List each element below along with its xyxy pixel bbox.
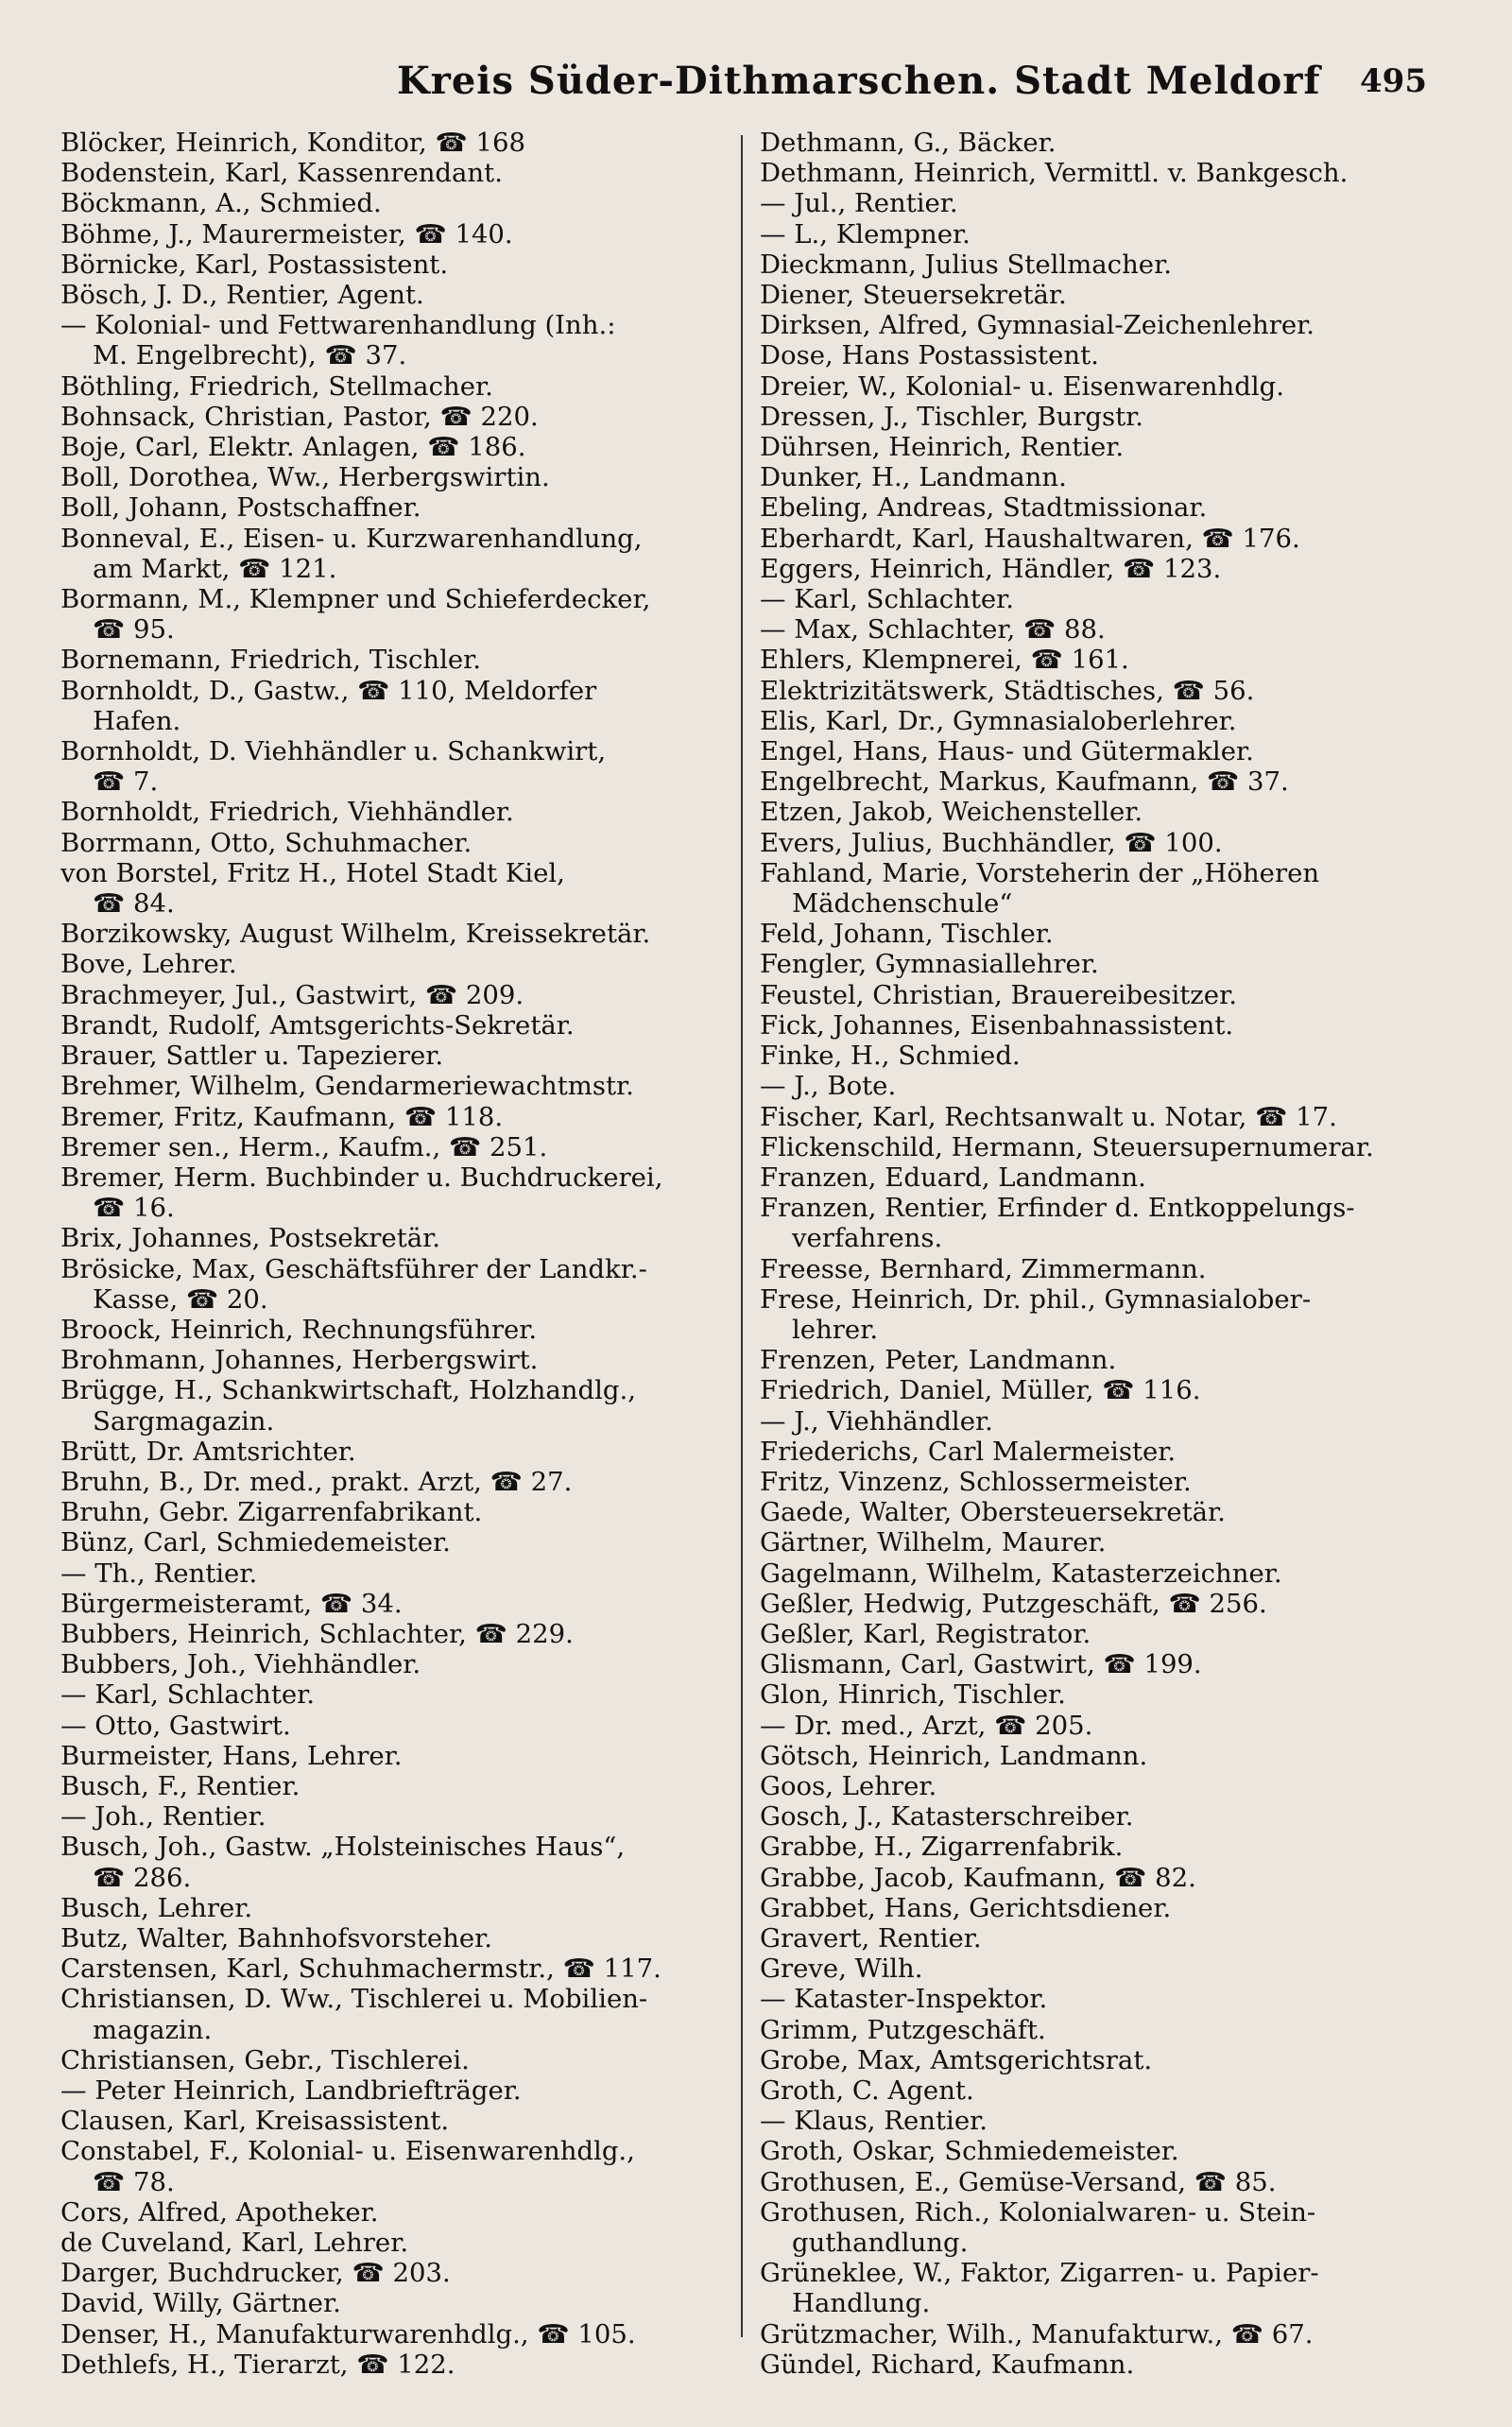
directory-entry: Bremer, Herm. Buchbinder u. Buchdruckerei, xyxy=(60,1162,663,1193)
directory-entry: Cors, Alfred, Apotheker. xyxy=(60,2196,379,2228)
directory-entry: Feustel, Christian, Brauereibesitzer. xyxy=(760,979,1237,1010)
directory-entry: Dose, Hans Postassistent. xyxy=(760,340,1099,371)
directory-entry: Gaede, Walter, Obersteuersekretär. xyxy=(760,1497,1226,1528)
directory-entry: Franzen, Rentier, Erfinder d. Entkoppelungs- xyxy=(760,1193,1355,1224)
directory-entry: Dührsen, Heinrich, Rentier. xyxy=(760,432,1125,463)
directory-entry: Frenzen, Peter, Landmann. xyxy=(760,1345,1117,1376)
directory-entry: Grabbe, H., Zigarrenfabrik. xyxy=(760,1832,1124,1863)
directory-entry: Franzen, Eduard, Landmann. xyxy=(760,1162,1146,1193)
directory-entry: Grothusen, E., Gemüse-Versand, ☎ 85. xyxy=(760,2166,1277,2197)
directory-entry-continuation: ☎ 95. xyxy=(93,614,175,645)
directory-entry: Busch, Lehrer. xyxy=(60,1892,253,1923)
directory-entry: Bösch, J. D., Rentier, Agent. xyxy=(60,280,424,311)
directory-entry: — L., Klempner. xyxy=(760,218,971,250)
directory-entry: Brösicke, Max, Geschäftsführer der Landkr.- xyxy=(60,1253,647,1284)
directory-entry: Geßler, Hedwig, Putzgeschäft, ☎ 256. xyxy=(760,1588,1267,1619)
directory-entry: Butz, Walter, Bahnhofsvorsteher. xyxy=(60,1922,493,1954)
directory-entry: Dethlefs, H., Tierarzt, ☎ 122. xyxy=(60,2349,455,2380)
directory-entry: Bornemann, Friedrich, Tischler. xyxy=(60,645,482,676)
page-header xyxy=(57,59,1455,106)
directory-entry: — Dr. med., Arzt, ☎ 205. xyxy=(760,1710,1093,1741)
directory-entry: Bonneval, E., Eisen- u. Kurzwarenhandlung, xyxy=(60,523,643,554)
directory-entry: Bruhn, Gebr. Zigarrenfabrikant. xyxy=(60,1497,483,1528)
directory-entry: Bremer, Fritz, Kaufmann, ☎ 118. xyxy=(60,1101,504,1132)
directory-entry: Grimm, Putzgeschäft. xyxy=(760,2014,1046,2045)
directory-entry: Groth, C. Agent. xyxy=(760,2075,974,2106)
directory-entry: Bürgermeisteramt, ☎ 34. xyxy=(60,1588,403,1619)
directory-entry-continuation: ☎ 7. xyxy=(93,766,159,798)
directory-entry: Broock, Heinrich, Rechnungsführer. xyxy=(60,1314,538,1345)
directory-entry: Fritz, Vinzenz, Schlossermeister. xyxy=(760,1466,1192,1497)
directory-entry: Brehmer, Wilhelm, Gendarmeriewachtmstr. xyxy=(60,1071,634,1102)
directory-entry: Carstensen, Karl, Schuhmachermstr., ☎ 117. xyxy=(60,1954,662,1985)
directory-entry: — Jul., Rentier. xyxy=(760,188,958,219)
directory-entry: Böckmann, A., Schmied. xyxy=(60,188,382,219)
directory-entry: de Cuveland, Karl, Lehrer. xyxy=(60,2228,409,2259)
directory-entry: Glon, Hinrich, Tischler. xyxy=(760,1679,1066,1711)
directory-entry: Ebeling, Andreas, Stadtmissionar. xyxy=(760,492,1208,524)
directory-entry: Brohmann, Johannes, Herbergswirt. xyxy=(60,1345,539,1376)
directory-entry: Fick, Johannes, Eisenbahnassistent. xyxy=(760,1009,1234,1041)
directory-entry: Böthling, Friedrich, Stellmacher. xyxy=(60,370,493,402)
directory-entry: Fahland, Marie, Vorsteherin der „Höheren xyxy=(760,857,1320,888)
directory-entry: Bodenstein, Karl, Kassenrendant. xyxy=(60,158,503,189)
directory-entry: Burmeister, Hans, Lehrer. xyxy=(60,1740,403,1771)
left-column xyxy=(60,128,722,2380)
directory-entry: Denser, H., Manufakturwarenhdlg., ☎ 105. xyxy=(60,2318,636,2350)
directory-entry: Ehlers, Klempnerei, ☎ 161. xyxy=(760,645,1129,676)
directory-entry-continuation: ☎ 78. xyxy=(93,2166,175,2197)
directory-entry: Dethmann, G., Bäcker. xyxy=(760,128,1057,158)
directory-entry: — Karl, Schlachter. xyxy=(60,1679,316,1711)
directory-entry: Fischer, Karl, Rechtsanwalt u. Notar, ☎ 17. xyxy=(760,1101,1337,1132)
directory-entry: Finke, H., Schmied. xyxy=(760,1041,1021,1072)
directory-entry: Brachmeyer, Jul., Gastwirt, ☎ 209. xyxy=(60,979,524,1010)
directory-entry: Dirksen, Alfred, Gymnasial-Zeichenlehrer. xyxy=(760,310,1314,341)
directory-entry: — Klaus, Rentier. xyxy=(760,2106,988,2137)
page-title: Kreis Süder-Dithmarschen. Stadt Meldorf xyxy=(397,59,1321,103)
directory-entry: Boje, Carl, Elektr. Anlagen, ☎ 186. xyxy=(60,432,526,463)
directory-entry-continuation: ☎ 16. xyxy=(93,1193,175,1224)
directory-entry: Freesse, Bernhard, Zimmermann. xyxy=(760,1253,1207,1284)
directory-entry: Bruhn, B., Dr. med., prakt. Arzt, ☎ 27. xyxy=(60,1466,573,1497)
directory-entry: Busch, F., Rentier. xyxy=(60,1770,301,1801)
directory-entry: Götsch, Heinrich, Landmann. xyxy=(760,1740,1148,1771)
directory-entry: — J., Viehhändler. xyxy=(760,1405,993,1437)
directory-entry: Gärtner, Wilhelm, Maurer. xyxy=(760,1527,1107,1558)
directory-entry: Christiansen, Gebr., Tischlerei. xyxy=(60,2044,470,2075)
directory-entry: Bornholdt, Friedrich, Viehhändler. xyxy=(60,797,514,828)
directory-entry-continuation: Sargmagazin. xyxy=(93,1405,275,1437)
directory-entry: Brügge, H., Schankwirtschaft, Holzhandlg., xyxy=(60,1375,636,1406)
directory-entry-continuation: Handlung. xyxy=(792,2288,931,2319)
directory-entry-continuation: M. Engelbrecht), ☎ 37. xyxy=(93,340,407,371)
directory-entry: Etzen, Jakob, Weichensteller. xyxy=(760,797,1143,828)
directory-entry: Glismann, Carl, Gastwirt, ☎ 199. xyxy=(760,1649,1202,1680)
page-number: 495 xyxy=(1360,62,1427,100)
directory-entry: Borrmann, Otto, Schuhmacher. xyxy=(60,827,472,858)
directory-entry: Busch, Joh., Gastw. „Holsteinisches Haus“, xyxy=(60,1832,626,1863)
directory-entry: Gravert, Rentier. xyxy=(760,1922,982,1954)
directory-entry: Dieckmann, Julius Stellmacher. xyxy=(760,249,1172,280)
directory-entry: Boll, Johann, Postschaffner. xyxy=(60,492,421,524)
directory-entry: Geßler, Karl, Registrator. xyxy=(760,1618,1091,1649)
directory-entry: — Kataster-Inspektor. xyxy=(760,1984,1048,2015)
directory-entry: Bove, Lehrer. xyxy=(60,949,237,980)
directory-entry-continuation: guthandlung. xyxy=(792,2228,969,2259)
directory-entry-continuation: ☎ 286. xyxy=(93,1862,192,1893)
right-column xyxy=(760,128,1421,2380)
directory-entry: Bünz, Carl, Schmiedemeister. xyxy=(60,1527,451,1558)
directory-entry: Constabel, F., Kolonial- u. Eisenwarenhdlg., xyxy=(60,2136,635,2167)
directory-entry: Fengler, Gymnasiallehrer. xyxy=(760,949,1099,980)
directory-entry: — J., Bote. xyxy=(760,1071,897,1102)
directory-entry: David, Willy, Gärtner. xyxy=(60,2288,341,2319)
directory-entry: Diener, Steuersekretär. xyxy=(760,280,1067,311)
directory-entry: Bornholdt, D., Gastw., ☎ 110, Meldorfer xyxy=(60,675,597,706)
directory-entry: Borzikowsky, August Wilhelm, Kreissekretär. xyxy=(60,919,651,950)
directory-entry: Dethmann, Heinrich, Vermittl. v. Bankgesch. xyxy=(760,158,1349,189)
directory-entry-continuation: lehrer. xyxy=(792,1314,879,1345)
directory-entry: Frese, Heinrich, Dr. phil., Gymnasialober- xyxy=(760,1283,1312,1315)
directory-entry: Friederichs, Carl Malermeister. xyxy=(760,1436,1177,1467)
directory-entry: Böhme, J., Maurermeister, ☎ 140. xyxy=(60,218,513,250)
directory-entry: Gosch, J., Katasterschreiber. xyxy=(760,1801,1134,1833)
directory-entry: Boll, Dorothea, Ww., Herbergswirtin. xyxy=(60,462,550,493)
directory-entry: Elektrizitätswerk, Städtisches, ☎ 56. xyxy=(760,675,1255,706)
directory-entry: — Kolonial- und Fettwarenhandlung (Inh.: xyxy=(60,310,616,341)
directory-entry: Grobe, Max, Amtsgerichtsrat. xyxy=(760,2044,1153,2075)
directory-entry: Groth, Oskar, Schmiedemeister. xyxy=(760,2136,1179,2167)
directory-entry: Gündel, Richard, Kaufmann. xyxy=(760,2349,1135,2380)
directory-entry: — Peter Heinrich, Landbriefträger. xyxy=(60,2075,522,2106)
directory-entry: Bubbers, Joh., Viehhändler. xyxy=(60,1649,421,1680)
directory-entry: Brandt, Rudolf, Amtsgerichts-Sekretär. xyxy=(60,1009,575,1041)
directory-entry-continuation: Hafen. xyxy=(93,705,181,736)
directory-entry: Bubbers, Heinrich, Schlachter, ☎ 229. xyxy=(60,1618,574,1649)
directory-entry: Blöcker, Heinrich, Konditor, ☎ 168 xyxy=(60,128,525,158)
directory-entry: Flickenschild, Hermann, Steuersupernumerar. xyxy=(760,1131,1374,1162)
directory-entry-continuation: magazin. xyxy=(93,2014,213,2045)
directory-entry: Grabbet, Hans, Gerichtsdiener. xyxy=(760,1892,1172,1923)
directory-entry: Brauer, Sattler u. Tapezierer. xyxy=(60,1041,444,1072)
directory-entry-continuation: Kasse, ☎ 20. xyxy=(93,1283,268,1315)
directory-entry: Engel, Hans, Haus- und Gütermakler. xyxy=(760,736,1254,767)
directory-entry: Bremer sen., Herm., Kaufm., ☎ 251. xyxy=(60,1131,548,1162)
directory-entry: Gagelmann, Wilhelm, Katasterzeichner. xyxy=(760,1558,1282,1589)
directory-entry: Brix, Johannes, Postsekretär. xyxy=(60,1223,441,1254)
directory-entry: Eggers, Heinrich, Händler, ☎ 123. xyxy=(760,553,1222,584)
directory-entry: — Karl, Schlachter. xyxy=(760,584,1015,615)
directory-entry: von Borstel, Fritz H., Hotel Stadt Kiel, xyxy=(60,857,565,888)
directory-entry: Bormann, M., Klempner und Schieferdecker, xyxy=(60,584,651,615)
directory-entry: Grabbe, Jacob, Kaufmann, ☎ 82. xyxy=(760,1862,1196,1893)
directory-entry: Elis, Karl, Dr., Gymnasialoberlehrer. xyxy=(760,705,1237,736)
directory-entry: Dunker, H., Landmann. xyxy=(760,462,1067,493)
directory-entry: Christiansen, D. Ww., Tischlerei u. Mobilien- xyxy=(60,1984,648,2015)
directory-entry: Feld, Johann, Tischler. xyxy=(760,919,1054,950)
directory-entry: Eberhardt, Karl, Haushaltwaren, ☎ 176. xyxy=(760,523,1300,554)
directory-entry: — Max, Schlachter, ☎ 88. xyxy=(760,614,1106,645)
directory-entry: Bornholdt, D. Viehhändler u. Schankwirt, xyxy=(60,736,607,767)
directory-entry: Greve, Wilh. xyxy=(760,1954,923,1985)
directory-entry: Börnicke, Karl, Postassistent. xyxy=(60,249,449,280)
directory-entry-continuation: ☎ 84. xyxy=(93,888,175,920)
directory-entry: Darger, Buchdrucker, ☎ 203. xyxy=(60,2258,451,2289)
directory-entry: Brütt, Dr. Amtsrichter. xyxy=(60,1436,356,1467)
directory-entry: — Th., Rentier. xyxy=(60,1558,258,1589)
directory-entry: Friedrich, Daniel, Müller, ☎ 116. xyxy=(760,1375,1201,1406)
directory-entry-continuation: Mädchenschule“ xyxy=(792,888,1013,920)
directory-entry: Dressen, J., Tischler, Burgstr. xyxy=(760,401,1144,432)
directory-entry: Clausen, Karl, Kreisassistent. xyxy=(60,2106,450,2137)
directory-entry: Grothusen, Rich., Kolonialwaren- u. Stein- xyxy=(760,2196,1316,2228)
directory-entry: Grüneklee, W., Faktor, Zigarren- u. Papier- xyxy=(760,2258,1319,2289)
directory-entry: — Joh., Rentier. xyxy=(60,1801,266,1833)
directory-entry: Dreier, W., Kolonial- u. Eisenwarenhdlg. xyxy=(760,370,1284,402)
directory-entry: Engelbrecht, Markus, Kaufmann, ☎ 37. xyxy=(760,766,1289,798)
directory-entry: Bohnsack, Christian, Pastor, ☎ 220. xyxy=(60,401,539,432)
directory-entry: Goos, Lehrer. xyxy=(760,1770,937,1801)
directory-entry: Grützmacher, Wilh., Manufakturw., ☎ 67. xyxy=(760,2318,1314,2350)
directory-entry: Evers, Julius, Buchhändler, ☎ 100. xyxy=(760,827,1223,858)
directory-entry-continuation: am Markt, ☎ 121. xyxy=(93,553,337,584)
directory-entry: — Otto, Gastwirt. xyxy=(60,1710,291,1741)
directory-entry-continuation: verfahrens. xyxy=(792,1223,943,1254)
